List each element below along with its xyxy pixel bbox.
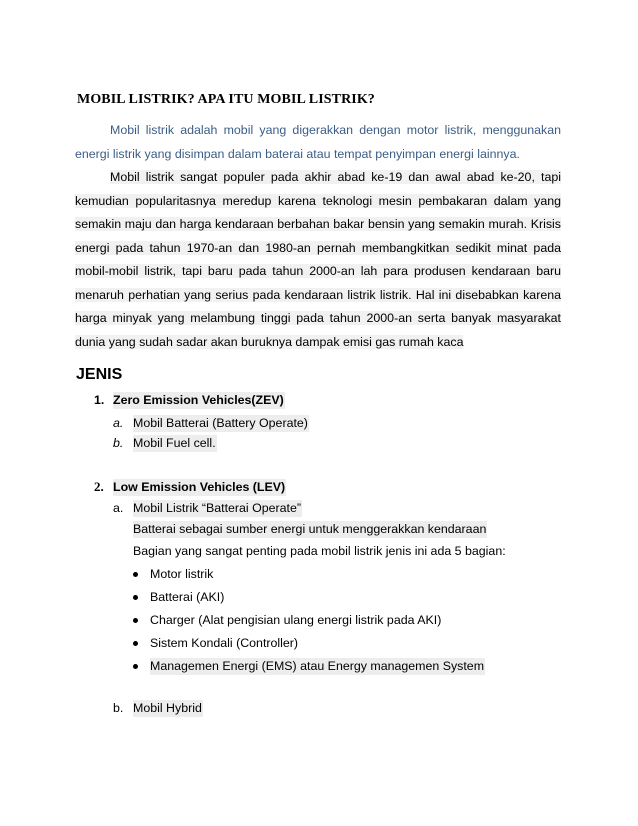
bullet-item-battery: Batterai (AKI)	[150, 590, 225, 604]
bullet-icon	[133, 572, 138, 577]
list-item-lev-label: Low Emission Vehicles (LEV)	[113, 480, 286, 494]
battery-description-text: Batterai sebagai sumber energi untuk menggerakkan kendaraan	[133, 522, 487, 536]
list-item-lev	[113, 479, 286, 495]
sub-item-fuel-cell	[133, 435, 217, 451]
bullet-icon	[133, 641, 138, 646]
battery-description	[133, 521, 487, 537]
history-paragraph	[75, 166, 561, 354]
history-paragraph-text: Mobil listrik sangat populer pada akhir abad ke-19 dan awal abad ke-20, tapi kemudian popularitasnya meredup karena teknologi mesin pembakaran dalam yang semakin maju dan harga kendaraan berbahan bakar bensin yang semakin murah. Krisis energi pada tahun 1970-an dan 1980-an pernah membangkitkan sedikit minat pada mobil-mobil listrik, tapi baru pada tahun 2000-an lah para produsen kendaraan baru menaruh perhatian yang serius pada kendaraan listrik listrik. Hal ini disebabkan karena harga minyak yang melambung tinggi pada tahun 2000-an serta banyak masyarakat dunia yang sudah sadar akan buruknya dampak emisi gas rumah kaca	[75, 170, 561, 349]
sub-item-battery-operate-text: Mobil Listrik “Batterai Operate”	[133, 501, 302, 515]
parts-intro: Bagian yang sangat penting pada mobil listrik jenis ini ada 5 bagian:	[133, 544, 506, 558]
sub-letter-zev-b: b.	[113, 436, 124, 450]
sub-item-battery-text: Mobil Batterai (Battery Operate)	[133, 416, 308, 430]
sub-letter-zev-a: a.	[113, 416, 124, 430]
bullet-icon	[133, 595, 138, 600]
list-item-zev-label: Zero Emission Vehicles(ZEV)	[113, 393, 284, 407]
bullet-item-motor: Motor listrik	[150, 567, 214, 581]
bullet-item-controller: Sistem Kondali (Controller)	[150, 636, 299, 650]
document-title: MOBIL LISTRIK? APA ITU MOBIL LISTRIK?	[77, 92, 375, 107]
list-number-2: 2.	[94, 479, 104, 494]
bullet-item-charger: Charger (Alat pengisian ulang energi listrik pada AKI)	[150, 613, 442, 627]
list-number-1: 1.	[94, 393, 105, 407]
intro-paragraph: Mobil listrik adalah mobil yang digerakkan dengan motor listrik, menggunakan energi listrik yang disimpan dalam baterai atau tempat penyimpan energi lainnya.	[75, 123, 561, 161]
bullet-icon	[133, 664, 138, 669]
bullet-icon	[133, 618, 138, 623]
list-item-zev	[113, 392, 285, 408]
sub-letter-lev-a: a.	[113, 501, 124, 515]
sub-item-hybrid	[133, 700, 203, 716]
sub-item-battery	[133, 415, 309, 431]
bullet-item-ems-text: Managemen Energi (EMS) atau Energy managemen System	[150, 659, 485, 673]
bullet-item-ems	[150, 658, 485, 674]
section-heading-jenis: JENIS	[76, 366, 123, 383]
sub-letter-lev-b: b.	[113, 701, 124, 715]
sub-item-fuel-cell-text: Mobil Fuel cell.	[133, 436, 216, 450]
sub-item-battery-operate	[133, 500, 302, 516]
sub-item-hybrid-text: Mobil Hybrid	[133, 701, 202, 715]
